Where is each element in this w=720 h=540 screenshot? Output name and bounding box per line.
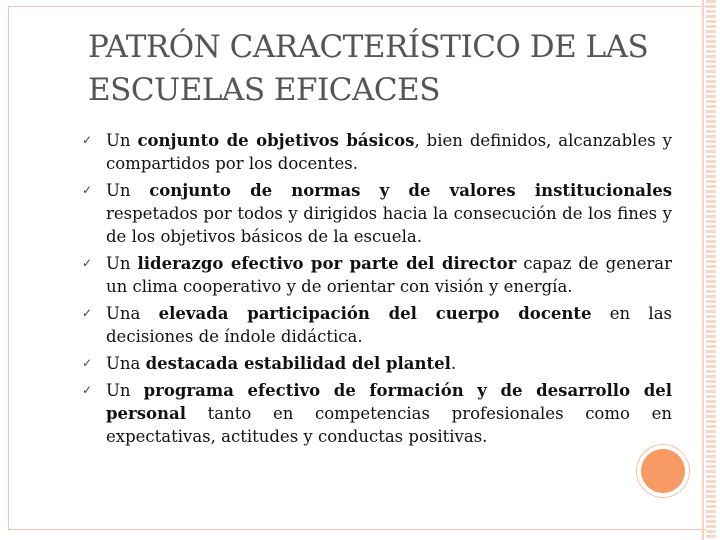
bullet-text-post: , bien definidos, alcanzables y compartidos por los docentes. — [106, 131, 672, 173]
bullet-item — [82, 379, 672, 448]
bullet-text-pre: Una — [106, 354, 146, 373]
bullet-text-post: . — [450, 354, 457, 373]
slide-title: PATRÓN CARACTERÍSTICO DE LAS ESCUELAS EFICACES — [88, 29, 649, 108]
checkmark-icon: ✓ — [82, 256, 93, 270]
bullet-text-bold: conjunto de objetivos básicos — [137, 131, 415, 150]
bullet-item — [82, 179, 672, 248]
bullet-text-pre: Un — [106, 381, 144, 400]
bullet-text-post: tanto en competencias profesionales como en expectativas, actitudes y conductas positivas. — [106, 404, 672, 446]
checkmark-icon: ✓ — [82, 183, 93, 197]
bullet-text-post: respetados por todos y dirigidos hacia la consecución de los fines y de los objetivos básicos de la escuela. — [106, 204, 672, 246]
bullet-item — [82, 302, 672, 348]
bullet-item — [82, 129, 672, 175]
bullet-text-pre: Un — [106, 131, 138, 150]
bullet-text-bold: destacada estabilidad del plantel — [145, 354, 451, 373]
bullet-text-pre: Un — [106, 254, 138, 273]
bullet-text-pre: Un — [106, 181, 150, 200]
bullet-text-bold: elevada participación del cuerpo docente — [158, 304, 592, 323]
bullet-text-bold: liderazgo efectivo por parte del director — [137, 254, 517, 273]
decorative-line — [702, 0, 704, 540]
checkmark-icon: ✓ — [82, 383, 93, 397]
bullet-text-post: capaz de generar un clima cooperativo y de orientar con visión y energía. — [106, 254, 672, 296]
bullet-item — [82, 352, 672, 375]
bullet-text-post: en las decisiones de índole didáctica. — [106, 304, 673, 346]
checkmark-icon: ✓ — [82, 356, 93, 370]
bullet-text-bold: programa efectivo de formación y de desarrollo del personal — [106, 381, 672, 423]
decorative-circle — [641, 449, 685, 493]
checkmark-icon: ✓ — [82, 306, 93, 320]
bullet-list — [82, 129, 672, 452]
decorative-stripe — [706, 0, 716, 540]
checkmark-icon: ✓ — [82, 133, 93, 147]
bullet-text-pre: Una — [106, 304, 159, 323]
bullet-text-bold: conjunto de normas y de valores institucionales — [149, 181, 672, 200]
bullet-item — [82, 252, 672, 298]
